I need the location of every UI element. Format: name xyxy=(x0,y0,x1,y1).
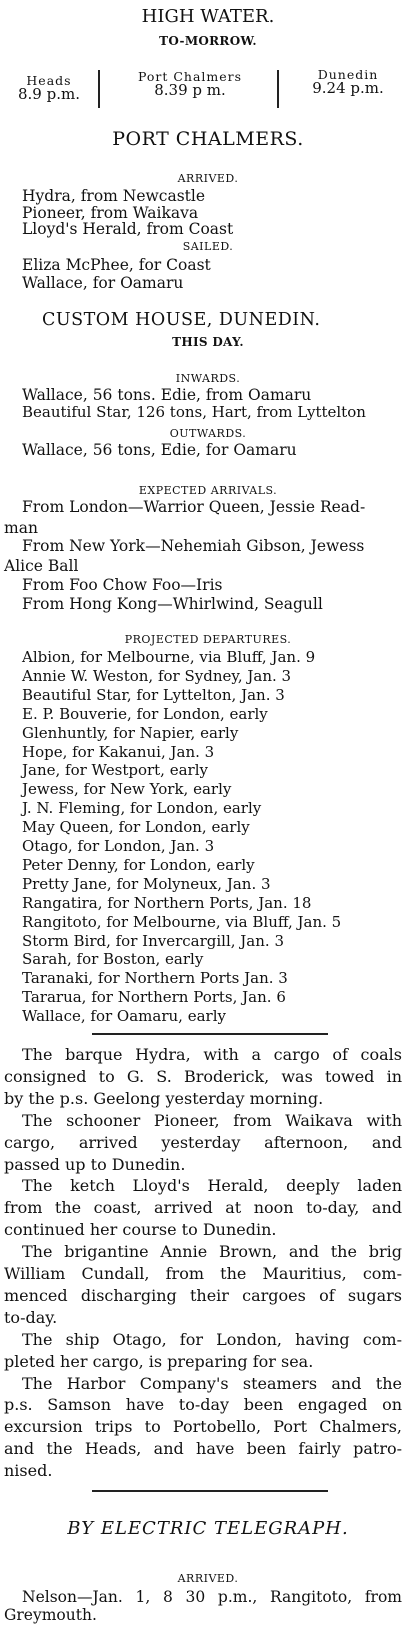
departure-line: Taranaki, for Northern Ports Jan. 3 xyxy=(22,969,288,988)
departure-line: Jewess, for New York, early xyxy=(22,780,232,799)
telegraph-line: Nelson—Jan. 1, 8 30 p.m., Rangitoto, from xyxy=(22,1588,402,1606)
telegraph-line: Greymouth. xyxy=(4,1606,97,1624)
departure-line: Glenhuntly, for Napier, early xyxy=(22,723,239,742)
news-line: The schooner Pioneer, from Waikava with xyxy=(22,1110,402,1130)
departure-line: Jane, for Westport, early xyxy=(22,761,208,780)
tide-divider xyxy=(98,70,100,108)
port-chalmers-title: PORT CHALMERS. xyxy=(112,128,304,150)
arrival-line: Hydra, from Newcastle xyxy=(22,187,206,205)
tide-heads-name: Heads xyxy=(26,73,72,88)
departure-line: Storm Bird, for Invercargill, Jan. 3 xyxy=(22,931,284,950)
telegraph-title: BY ELECTRIC TELEGRAPH. xyxy=(67,1518,349,1539)
projected-departures-label: PROJECTED DEPARTURES. xyxy=(124,633,292,646)
expected-arrivals-label: EXPECTED ARRIVALS. xyxy=(138,484,278,497)
news-line: pleted her cargo, is preparing for sea. xyxy=(4,1351,314,1371)
inwards-line: Beautiful Star, 126 tons, Hart, from Lyttelton xyxy=(22,403,366,421)
news-line: nised. xyxy=(4,1461,53,1481)
tide-dunedin-name: Dunedin xyxy=(317,67,379,82)
departure-line: Pretty Jane, for Molyneux, Jan. 3 xyxy=(22,874,271,893)
departure-line: May Queen, for London, early xyxy=(22,818,250,837)
telegraph-arrived-label: ARRIVED. xyxy=(177,1572,239,1585)
high-water-title: HIGH WATER. xyxy=(141,6,275,27)
news-line: The brigantine Annie Brown, and the brig xyxy=(22,1242,402,1262)
departure-line: Rangitoto, for Melbourne, via Bluff, Jan. 5 xyxy=(22,912,342,931)
news-line: to-day. xyxy=(4,1307,58,1327)
departure-line: Rangatira, for Northern Ports, Jan. 18 xyxy=(22,893,312,912)
expected-line: Alice Ball xyxy=(4,557,79,575)
news-line: continued her course to Dunedin. xyxy=(4,1220,277,1240)
news-line: cargo, arrived yesterday afternoon, and xyxy=(4,1132,402,1152)
news-line: The Harbor Company's steamers and the xyxy=(22,1373,402,1393)
departure-line: Annie W. Weston, for Sydney, Jan. 3 xyxy=(22,666,292,685)
news-line: by the p.s. Geelong yesterday morning. xyxy=(4,1088,324,1108)
departure-line: Beautiful Star, for Lyttelton, Jan. 3 xyxy=(22,685,285,704)
tide-heads xyxy=(8,74,90,103)
expected-line: man xyxy=(4,519,38,537)
news-line: consigned to G. S. Broderick, was towed in xyxy=(4,1066,402,1086)
sailed-label: SAILED. xyxy=(182,240,234,253)
tide-divider xyxy=(277,70,279,108)
tide-port-chalmers-time: 8.39 p m. xyxy=(154,81,226,100)
tide-dunedin-time: 9.24 p.m. xyxy=(312,79,384,98)
sailed-line: Eliza McPhee, for Coast xyxy=(22,256,211,274)
expected-line: From London—Warrior Queen, Jessie Read- xyxy=(22,498,366,516)
news-line: William Cundall, from the Mauritius, com- xyxy=(4,1264,402,1283)
tide-port-chalmers-name: Port Chalmers xyxy=(137,69,243,84)
departure-line: Hope, for Kakanui, Jan. 3 xyxy=(22,742,215,761)
news-line: p.s. Samson have to-day been engaged on xyxy=(4,1395,402,1415)
custom-house-subtitle: THIS DAY. xyxy=(172,335,244,349)
departure-line: Albion, for Melbourne, via Bluff, Jan. 9 xyxy=(22,648,316,666)
tide-dunedin xyxy=(290,68,406,97)
inwards-label: INWARDS. xyxy=(175,372,241,385)
departure-line: Peter Denny, for London, early xyxy=(22,855,255,874)
tide-heads-time: 8.9 p.m. xyxy=(18,85,80,104)
news-line: The ship Otago, for London, having com- xyxy=(22,1329,402,1349)
arrival-line: Lloyd's Herald, from Coast xyxy=(22,220,234,238)
news-line: from the coast, arrived at noon to-day, and xyxy=(4,1198,402,1218)
departure-line: Tararua, for Northern Ports, Jan. 6 xyxy=(22,988,286,1007)
arrived-label: ARRIVED. xyxy=(177,172,239,185)
high-water-subtitle: TO-MORROW. xyxy=(159,34,257,48)
departure-line: Otago, for London, Jan. 3 xyxy=(22,837,215,855)
departure-line: J. N. Fleming, for London, early xyxy=(22,799,262,818)
expected-line: From Hong Kong—Whirlwind, Seagull xyxy=(22,595,323,613)
outwards-line: Wallace, 56 tons, Edie, for Oamaru xyxy=(22,441,297,459)
departure-line: Sarah, for Boston, early xyxy=(22,950,204,969)
custom-house-title: CUSTOM HOUSE, DUNEDIN. xyxy=(42,310,321,330)
news-line: The ketch Lloyd's Herald, deeply laden xyxy=(22,1176,402,1196)
news-line: passed up to Dunedin. xyxy=(4,1154,186,1174)
expected-line: From Foo Chow Foo—Iris xyxy=(22,576,223,594)
inwards-line: Wallace, 56 tons. Edie, from Oamaru xyxy=(22,386,312,404)
departure-line: Wallace, for Oamaru, early xyxy=(22,1007,226,1026)
news-line: and the Heads, and have been fairly patro- xyxy=(4,1439,402,1459)
news-line: menced discharging their cargoes of sugars xyxy=(4,1285,402,1305)
expected-line: From New York—Nehemiah Gibson, Jewess xyxy=(22,537,365,555)
sailed-line: Wallace, for Oamaru xyxy=(22,274,184,292)
news-line: The barque Hydra, with a cargo of coals xyxy=(22,1045,402,1064)
departure-line: E. P. Bouverie, for London, early xyxy=(22,704,268,723)
arrival-line: Pioneer, from Waikava xyxy=(22,204,199,222)
section-rule xyxy=(92,1033,328,1035)
tide-port-chalmers xyxy=(105,70,275,99)
section-rule xyxy=(92,1490,328,1492)
outwards-label: OUTWARDS. xyxy=(169,427,247,440)
news-line: excursion trips to Portobello, Port Chalmers, xyxy=(4,1417,402,1437)
